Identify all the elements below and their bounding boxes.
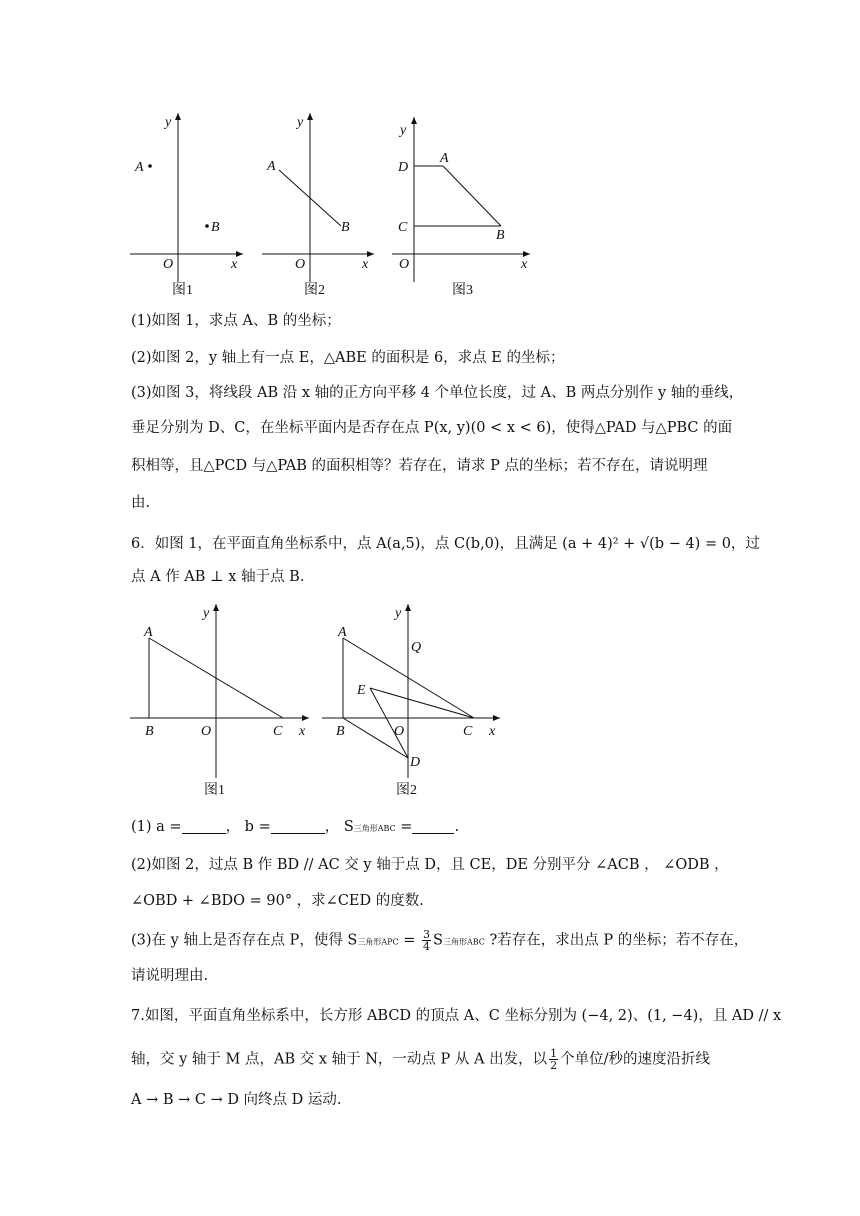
q6-part1-sub: 三角形ABC <box>353 824 396 833</box>
q6-part1-end: . <box>454 819 460 835</box>
y-label: y <box>165 115 172 130</box>
figure-2 <box>262 113 374 298</box>
x-label: x <box>489 724 496 739</box>
point-q-label: Q <box>411 640 422 655</box>
q6-part2-line1: (2)如图 2，过点 B 作 BD // AC 交 y 轴于点 D，且 CE，DE 分别平分 ∠ACB ， ∠ODB ， <box>131 857 729 873</box>
figure-caption: 图2 <box>396 783 417 798</box>
y-label: y <box>297 115 304 130</box>
q6-part3-sub2: 三角形ABC <box>442 937 485 947</box>
point-a <box>148 164 152 168</box>
x-label: x <box>362 257 369 272</box>
figure-3 <box>392 117 530 298</box>
figure-caption: 图2 <box>304 283 325 298</box>
point-b-label: B <box>145 724 154 739</box>
point-a-label: A <box>144 625 153 640</box>
fraction-one-half <box>549 1048 558 1071</box>
q6-part1 <box>131 817 459 839</box>
figures-row-2 <box>0 596 860 808</box>
q5-part3-line1: (3)如图 3，将线段 AB 沿 x 轴的正方向平移 4 个单位长度，过 A、B 两点分别作 y 轴的垂线， <box>131 385 744 401</box>
point-b-label: B <box>341 220 350 235</box>
q6-part3-post: ?若存在，求出点 P 的坐标；若不存在， <box>484 932 749 949</box>
q6-part3-line1 <box>131 929 748 953</box>
origin-label: O <box>295 257 306 272</box>
y-label: y <box>400 123 407 138</box>
answer-blank-b[interactable] <box>271 819 325 834</box>
segment-ed <box>370 688 408 758</box>
q6-part1-b: ， b = <box>225 819 271 835</box>
q6-figure-1 <box>130 604 309 798</box>
point-a-label: A <box>267 159 276 174</box>
fraction-numerator: 1 <box>550 1047 558 1060</box>
q6-part3-sub1: 三角形APC <box>357 937 399 947</box>
q6-part1-a: (1) a = <box>131 819 182 835</box>
q6-part3-s2: S <box>433 932 443 949</box>
point-c-label: C <box>273 724 283 739</box>
segment-ab <box>443 166 501 226</box>
point-a-label: A <box>440 151 449 166</box>
figure-caption: 图3 <box>452 283 473 298</box>
x-label: x <box>521 257 528 272</box>
q6-part3-eq: = <box>398 932 421 949</box>
figure-1 <box>130 113 243 298</box>
point-b <box>205 224 209 228</box>
fraction-denominator: 2 <box>550 1059 558 1072</box>
q6-part1-eq: = <box>395 819 413 835</box>
point-c-label: C <box>398 220 408 235</box>
point-d-label: D <box>410 755 421 770</box>
origin-label: O <box>201 724 212 739</box>
q5-part3-line3: 积相等，且△PCD 与△PAB 的面积相等？若存在，请求 P 点的坐标；若不存在，请说明理 <box>131 458 708 474</box>
q7-line2-post: 个单位/秒的速度沿折线 <box>560 1051 710 1068</box>
fraction-denominator: 4 <box>423 940 431 953</box>
point-b-label: B <box>211 220 220 235</box>
q7-line2-pre: 轴，交 y 轴于 M 点，AB 交 x 轴于 N，一动点 P 从 A 出发，以 <box>131 1051 548 1068</box>
q6-part3-line2: 请说明理由. <box>131 968 209 984</box>
q5-part3-line2: 垂足分别为 D、C，在坐标平面内是否存在点 P(x, y)(0 < x < 6)，使得△PAD 与△PBC 的面 <box>131 420 733 436</box>
point-a-label: A <box>338 625 347 640</box>
origin-label: O <box>163 257 174 272</box>
q7-line3: A → B → C → D 向终点 D 运动. <box>131 1092 342 1108</box>
q7-line1: 7.如图，平面直角坐标系中，长方形 ABCD 的顶点 A、C 坐标分别为 (−4, 2)、(1, −4)，且 AD // x <box>131 1008 782 1024</box>
answer-blank-area[interactable] <box>412 819 454 834</box>
point-b-label: B <box>336 724 345 739</box>
q6-stem-line1: 6．如图 1，在平面直角坐标系中，点 A(a,5)，点 C(b,0)，且满足 (a + 4)² + √(b − 4) = 0，过 <box>131 536 760 552</box>
q6-part1-s: ， S <box>324 819 354 835</box>
x-label: x <box>299 724 306 739</box>
segment-ec <box>370 688 474 718</box>
q6-part3-pre: (3)在 y 轴上是否存在点 P，使得 S <box>131 932 358 949</box>
point-d-label: D <box>398 160 409 175</box>
point-c-label: C <box>463 724 473 739</box>
q5-part3-line4: 由. <box>131 495 151 511</box>
answer-blank-a[interactable] <box>182 819 226 834</box>
figures-row-1 <box>0 0 860 310</box>
x-label: x <box>231 257 238 272</box>
q5-part2: (2)如图 2，y 轴上有一点 E，△ABE 的面积是 6，求点 E 的坐标； <box>131 350 565 366</box>
point-a-label: A <box>135 160 144 175</box>
y-label: y <box>203 606 210 621</box>
origin-label: O <box>399 257 410 272</box>
origin-label: O <box>394 724 405 739</box>
fraction-three-quarters <box>422 929 431 952</box>
q6-figure-2 <box>322 604 500 798</box>
q6-part2-line2: ∠OBD + ∠BDO = 90° ，求∠CED 的度数. <box>131 893 424 909</box>
figure-caption: 图1 <box>204 783 225 798</box>
q6-stem-line2: 点 A 作 AB ⊥ x 轴于点 B. <box>131 569 305 585</box>
fraction-numerator: 3 <box>423 928 431 941</box>
point-b-label: B <box>496 228 505 243</box>
q7-line2 <box>131 1048 710 1071</box>
q5-part1: (1)如图 1，求点 A、B 的坐标； <box>131 313 341 329</box>
y-label: y <box>395 606 402 621</box>
figure-caption: 图1 <box>172 283 193 298</box>
point-e-label: E <box>357 683 366 698</box>
